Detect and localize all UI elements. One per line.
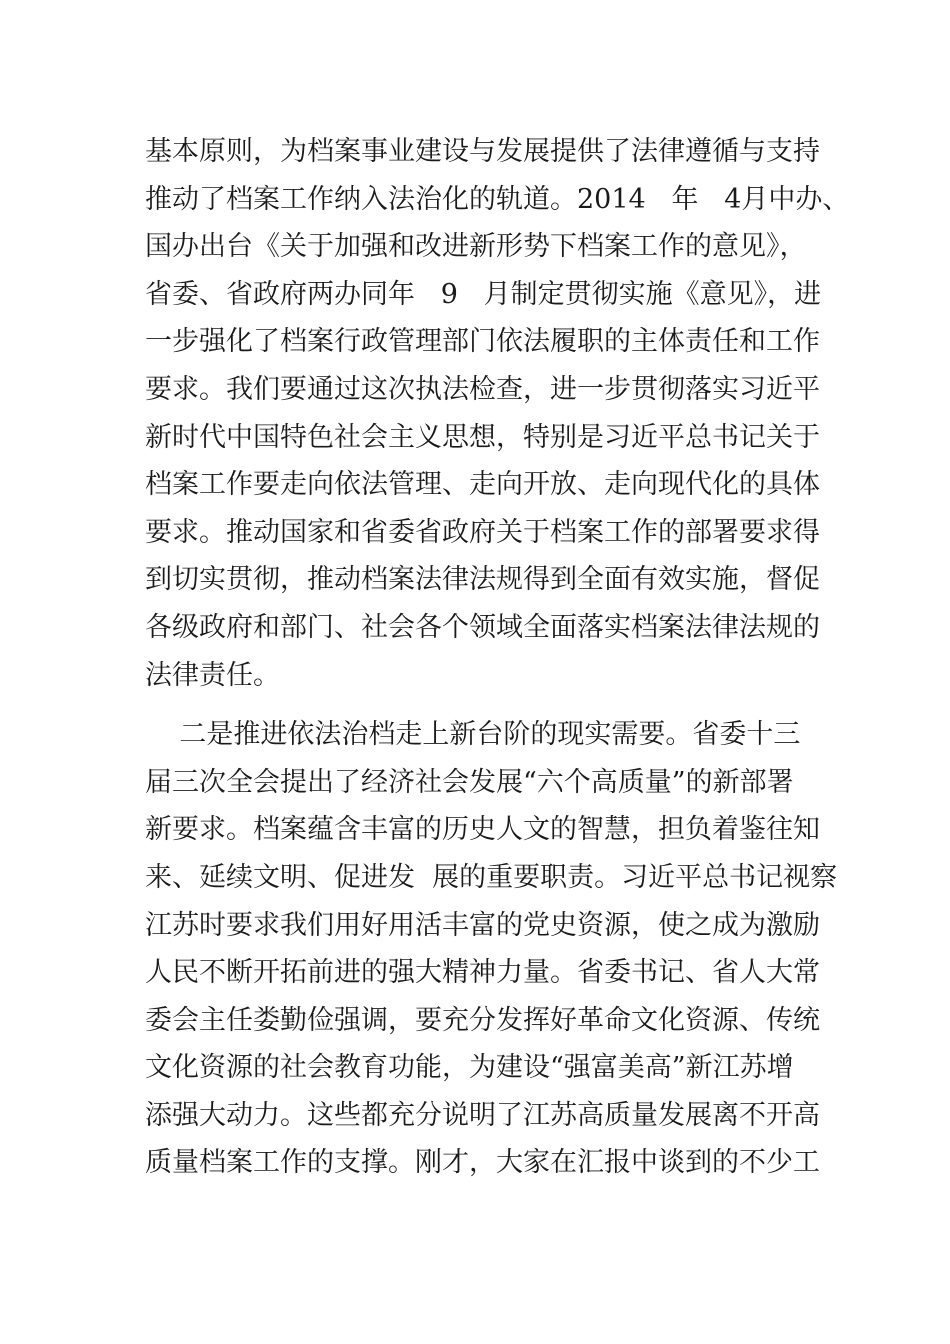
- text-line: 江苏时要求我们用好用活丰富的党史资源，使之成为激励: [145, 909, 820, 941]
- text-line: 新要求。档案蕴含丰富的历史人文的智慧，担负着鉴往知: [145, 814, 820, 846]
- text-line: 文化资源的社会教育功能，为建设“强富美高”新江苏增: [145, 1052, 794, 1084]
- text-line: 人民不断开拓前进的强大精神力量。省委书记、省人大常: [145, 957, 820, 989]
- document-body: [145, 128, 850, 1187]
- text-line: 添强大动力。这些都充分说明了江苏高质量发展离不开高: [145, 1099, 820, 1131]
- text-line: 推动了档案工作纳入法治化的轨道。2014 年 4月中办、: [145, 183, 850, 215]
- text-line: 来、延续文明、促进发 展的重要职责。习近平总书记视察: [145, 861, 838, 893]
- text-line: 各级政府和部门、社会各个领域全面落实档案法律法规的: [145, 611, 820, 643]
- text-line: 委会主任娄勤俭强调，要充分发挥好革命文化资源、传统: [145, 1004, 820, 1036]
- text-line: 法律责任。: [145, 659, 280, 691]
- text-line: 质量档案工作的支撑。刚才，大家在汇报中谈到的不少工: [145, 1147, 820, 1179]
- text-line: 省委、省政府两办同年 9 月制定贯彻实施《意见》，进: [145, 278, 822, 310]
- text-line: 新时代中国特色社会主义思想，特别是习近平总书记关于: [145, 421, 820, 453]
- text-line: 到切实贯彻，推动档案法律法规得到全面有效实施，督促: [145, 564, 820, 596]
- text-line: 要求。我们要通过这次执法检查，进一步贯彻落实习近平: [145, 373, 820, 405]
- paragraph-spacer: [145, 699, 815, 711]
- text-line: 档案工作要走向依法管理、走向开放、走向现代化的具体: [145, 469, 820, 501]
- text-line: 国办出台《关于加强和改进新形势下档案工作的意见》，: [145, 231, 807, 263]
- paragraph-2: [145, 711, 838, 1187]
- text-line: 基本原则，为档案事业建设与发展提供了法律遵循与支持: [145, 136, 820, 167]
- text-line: 要求。推动国家和省委省政府关于档案工作的部署要求得: [145, 516, 820, 548]
- text-line: 届三次全会提出了经济社会发展“六个高质量”的新部署: [145, 766, 794, 798]
- paragraph-1: [145, 128, 850, 699]
- text-line: 二是推进依法治档走上新台阶的现实需要。省委十三: [145, 719, 801, 751]
- text-line: 一步强化了档案行政管理部门依法履职的主体责任和工作: [145, 326, 820, 358]
